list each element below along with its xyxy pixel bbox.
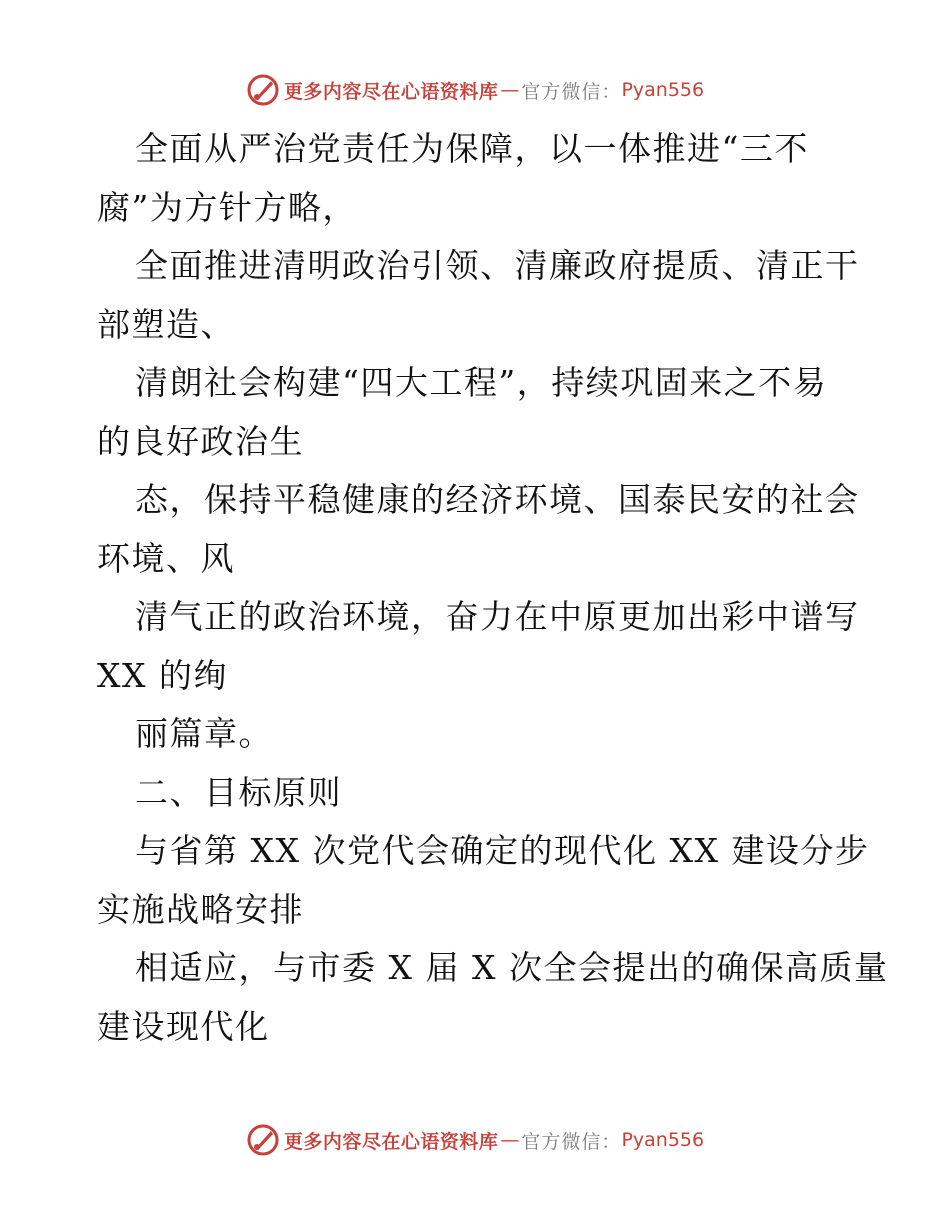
text-line: 腐”为方针方略， — [97, 187, 357, 227]
text-line: 与省第 XX 次党代会确定的现代化 XX 建设分步 — [135, 831, 870, 870]
banner-main-text: 更多内容尽在心语资料库 — [283, 80, 499, 103]
text-line: 环境、风 — [97, 538, 235, 578]
section-heading: 二、目标原则 — [135, 772, 342, 812]
banner-dash: — — [500, 1129, 520, 1151]
text-line: 实施战略安排 — [97, 889, 304, 929]
text-line: 清气正的政治环境，奋力在中原更加出彩中谱写 — [135, 597, 860, 636]
text-line: 建设现代化 — [97, 1006, 270, 1046]
footer-watermark — [0, 1120, 950, 1160]
text-line: 全面推进清明政治引领、清廉政府提质、清正干 — [135, 246, 860, 285]
quill-logo-icon — [246, 73, 280, 107]
text-line: 相适应，与市委 X 届 X 次全会提出的确保高质量 — [135, 948, 889, 987]
document-body — [97, 120, 889, 1056]
text-line: 的良好政治生 — [97, 421, 304, 461]
text-line: 丽篇章。 — [135, 714, 273, 753]
banner-sub-text: 官方微信： — [521, 80, 622, 103]
banner-wechat-id: Pyan556 — [621, 79, 705, 101]
banner-main-text: 更多内容尽在心语资料库 — [283, 1130, 499, 1153]
quill-logo-icon — [246, 1123, 280, 1157]
text-line: 部塑造、 — [97, 304, 235, 344]
text-line: 态，保持平稳健康的经济环境、国泰民安的社会 — [135, 480, 860, 519]
text-line: XX 的绚 — [97, 655, 228, 695]
banner-sub-text: 官方微信： — [521, 1130, 622, 1153]
text-line: 全面从严治党责任为保障，以一体推进“三不 — [135, 129, 809, 168]
banner-dash: — — [500, 79, 520, 101]
banner-wechat-id: Pyan556 — [621, 1129, 705, 1151]
header-watermark — [0, 70, 950, 110]
text-line: 清朗社会构建“四大工程”，持续巩固来之不易 — [135, 363, 828, 402]
